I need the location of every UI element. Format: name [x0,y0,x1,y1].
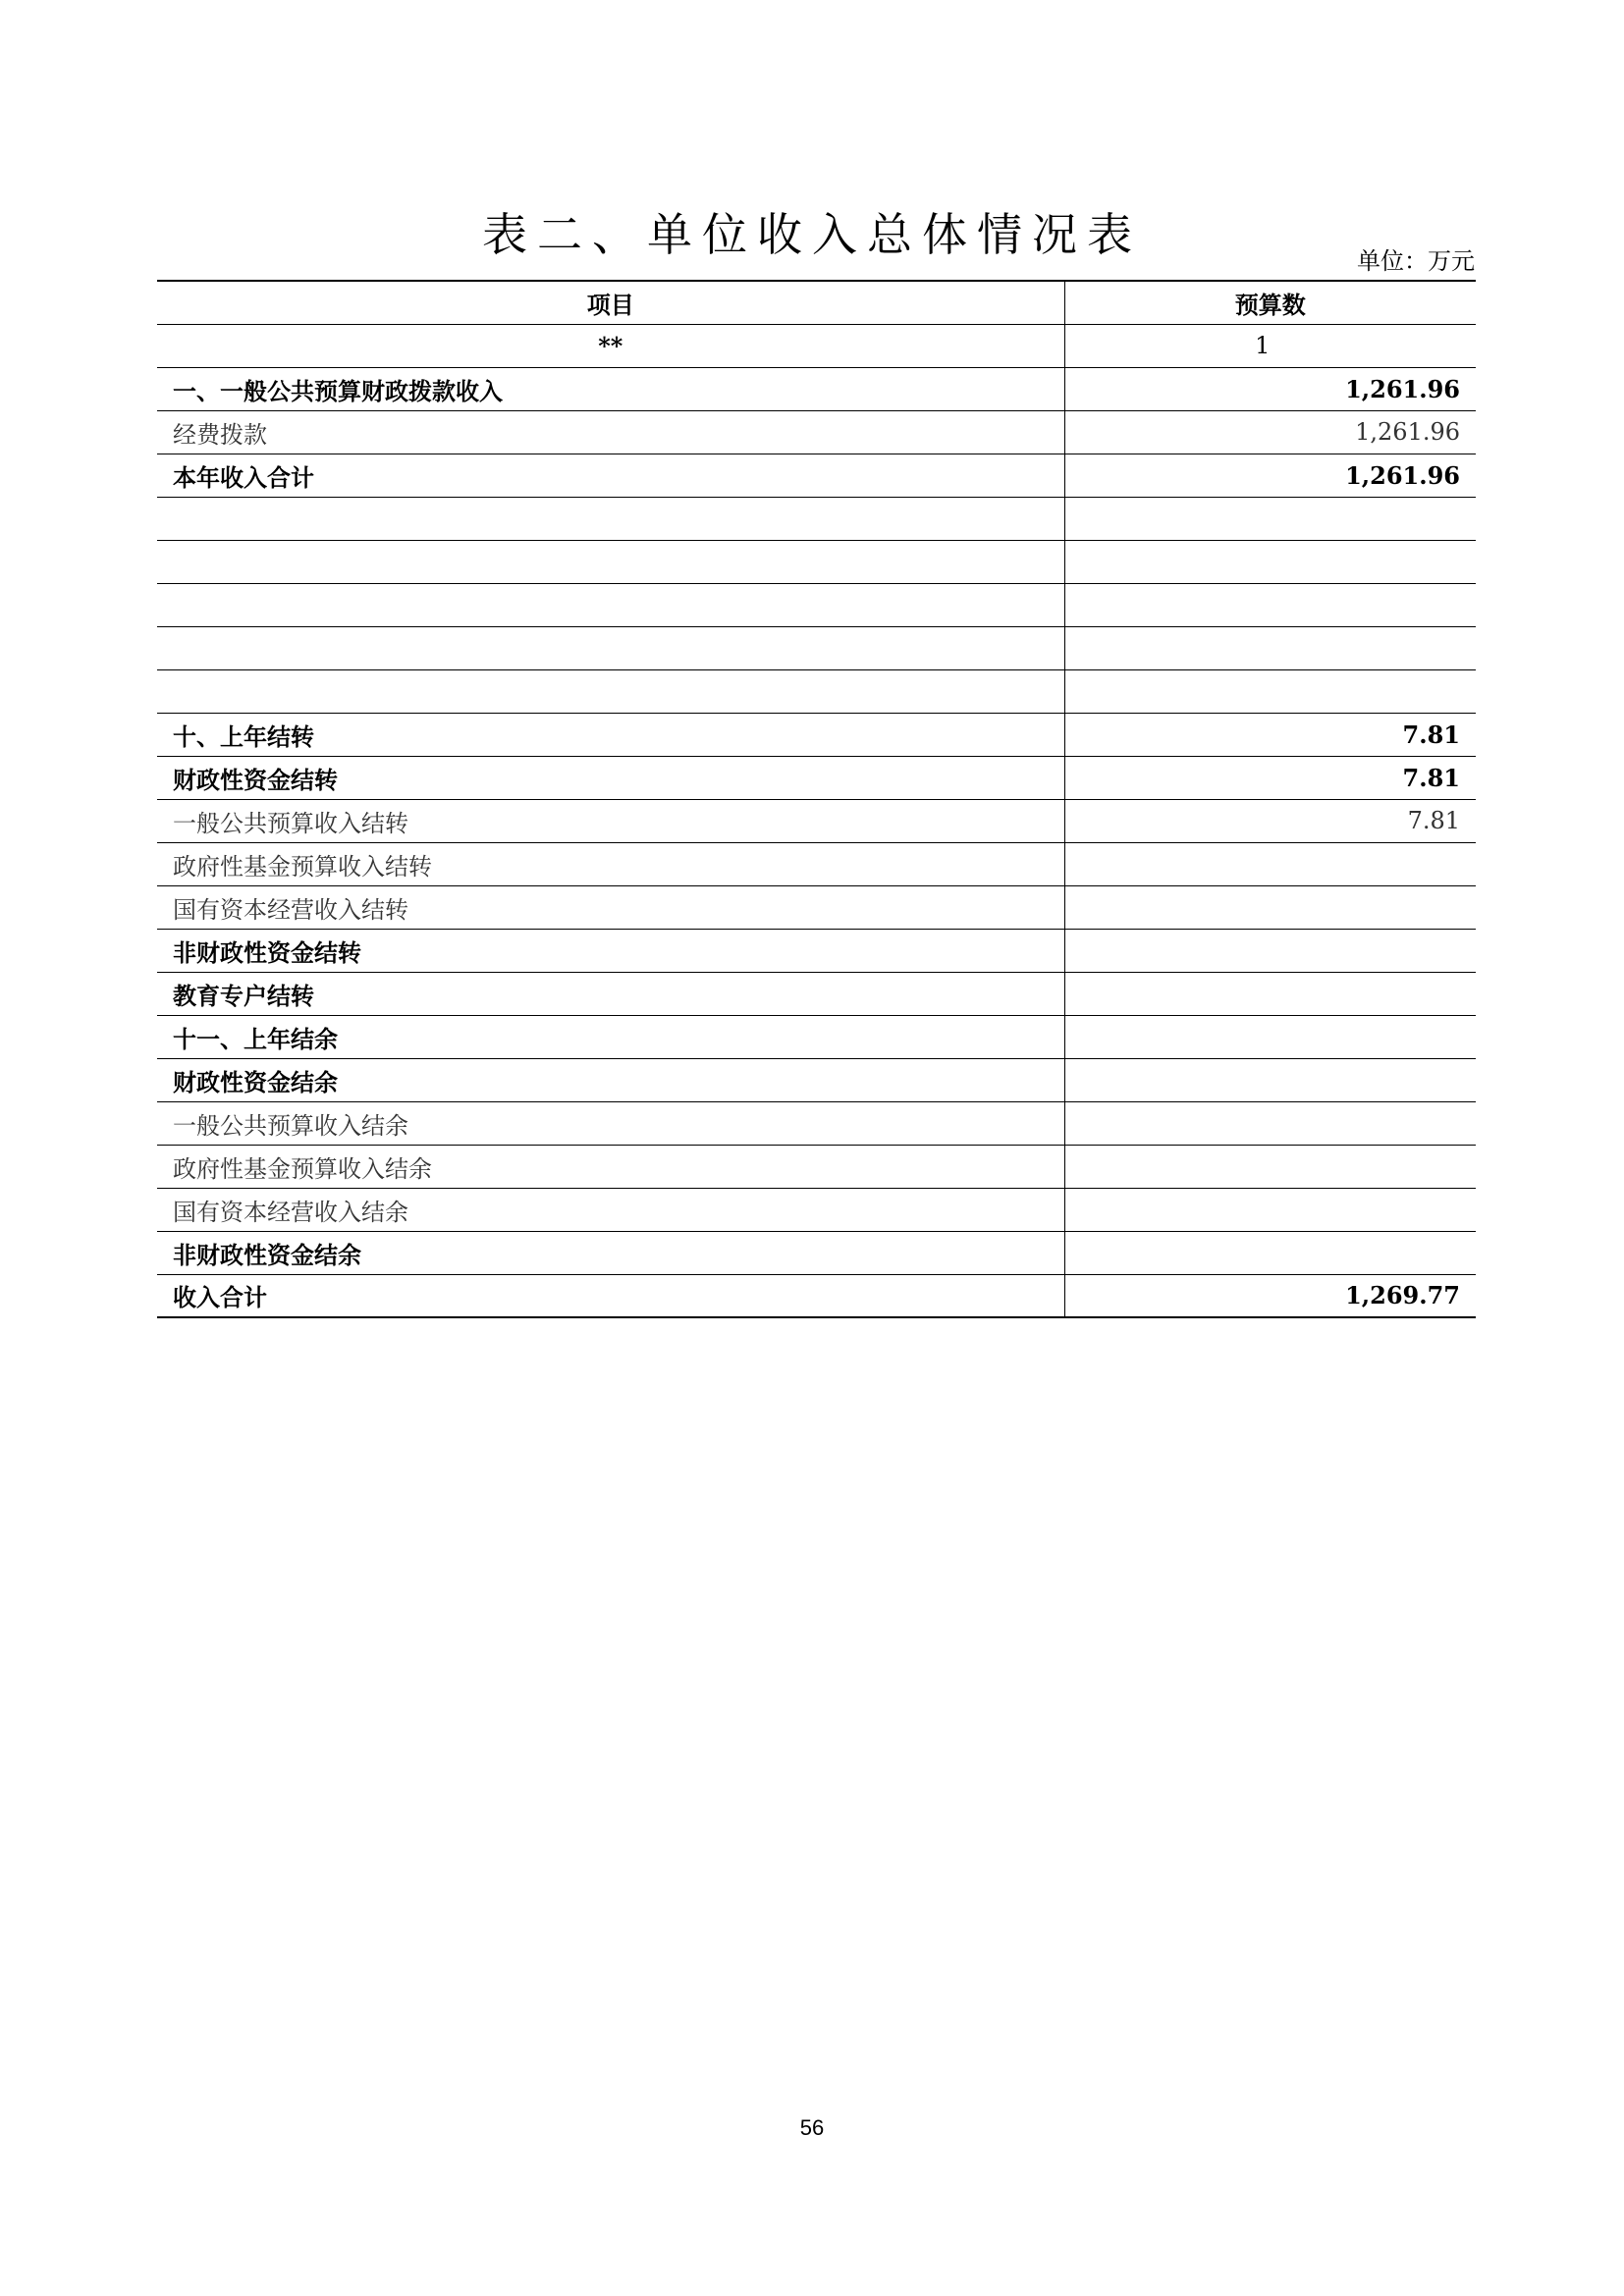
table-row [157,626,1476,669]
table-row [157,1015,1476,1058]
row-label: 国有资本经营收入结转 [157,885,1064,929]
table-row [157,540,1476,583]
row-value: 1,261.96 [1064,367,1476,410]
row-value: 1,269.77 [1064,1274,1476,1317]
row-value [1064,885,1476,929]
row-value [1064,1188,1476,1231]
row-value [1064,842,1476,885]
row-label: 政府性基金预算收入结余 [157,1145,1064,1188]
header-budget: 预算数 [1064,281,1476,324]
row-label: 非财政性资金结转 [157,929,1064,972]
page-number: 56 [799,2115,825,2140]
table-row [157,410,1476,454]
income-table [157,280,1476,1318]
table-row [157,497,1476,540]
index-budget: 1 [1064,324,1476,367]
row-value [1064,1145,1476,1188]
row-value [1064,1101,1476,1145]
row-label: 本年收入合计 [157,454,1064,497]
table-row [157,1145,1476,1188]
page-title: 表二、单位收入总体情况表 [482,207,1142,261]
row-value [1064,1231,1476,1274]
row-value [1064,626,1476,669]
table-row [157,756,1476,799]
table-row-total [157,1274,1476,1317]
table-row [157,799,1476,842]
row-value: 7.81 [1064,799,1476,842]
table-index-row [157,324,1476,367]
row-label: 一般公共预算收入结转 [157,799,1064,842]
row-label: 一般公共预算收入结余 [157,1101,1064,1145]
row-label: 非财政性资金结余 [157,1231,1064,1274]
row-label [157,540,1064,583]
row-label: 财政性资金结余 [157,1058,1064,1101]
row-label: 十一、上年结余 [157,1015,1064,1058]
row-value [1064,1015,1476,1058]
row-label [157,583,1064,626]
table-row [157,583,1476,626]
table-row [157,885,1476,929]
row-label: 收入合计 [157,1274,1064,1317]
table-row [157,713,1476,756]
row-value [1064,669,1476,713]
row-label: 经费拨款 [157,410,1064,454]
row-value: 1,261.96 [1064,410,1476,454]
table-row [157,1188,1476,1231]
row-value [1064,497,1476,540]
table-header-row [157,281,1476,324]
table-row [157,1231,1476,1274]
row-label: 政府性基金预算收入结转 [157,842,1064,885]
row-label: 一、一般公共预算财政拨款收入 [157,367,1064,410]
index-item: ** [157,324,1064,367]
row-value [1064,540,1476,583]
table-row [157,972,1476,1015]
table-row [157,1058,1476,1101]
row-value: 7.81 [1064,756,1476,799]
row-label [157,669,1064,713]
row-value: 7.81 [1064,713,1476,756]
table-row [157,669,1476,713]
table-row [157,842,1476,885]
table-row [157,367,1476,410]
table-row [157,454,1476,497]
row-value: 1,261.96 [1064,454,1476,497]
row-label: 教育专户结转 [157,972,1064,1015]
unit-label: 单位：万元 [1357,247,1475,275]
row-label [157,497,1064,540]
row-label: 十、上年结转 [157,713,1064,756]
table-row [157,929,1476,972]
row-value [1064,583,1476,626]
row-value [1064,972,1476,1015]
row-label: 国有资本经营收入结余 [157,1188,1064,1231]
row-label: 财政性资金结转 [157,756,1064,799]
row-value [1064,929,1476,972]
header-item: 项目 [157,281,1064,324]
table-row [157,1101,1476,1145]
row-label [157,626,1064,669]
row-value [1064,1058,1476,1101]
